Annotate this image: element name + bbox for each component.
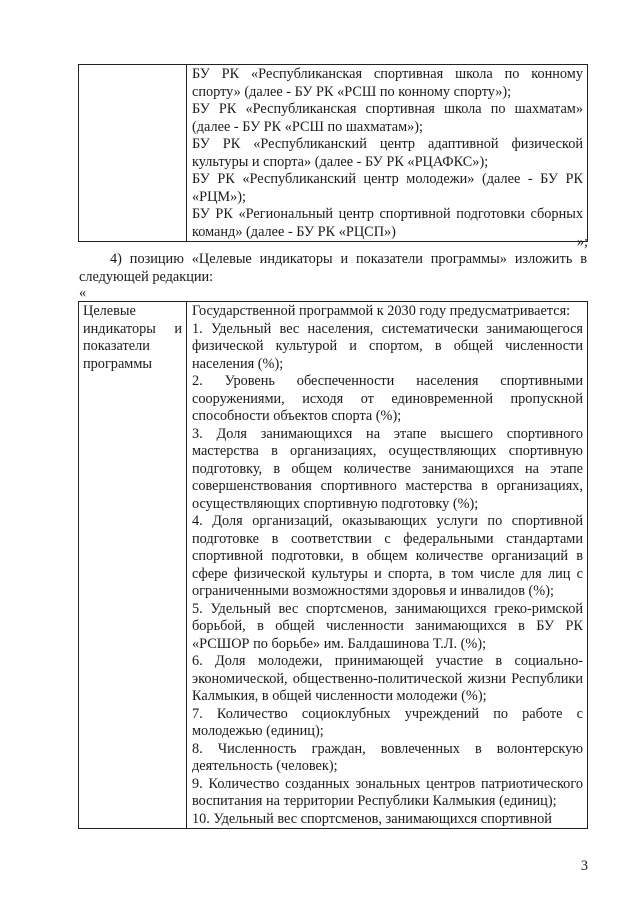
org-line: БУ РК «Республиканская спортивная школа по конному спорту» (далее - БУ РК «РСШ по конному спорту»); (192, 66, 583, 100)
indicator-item: 2. Уровень обеспеченности населения спортивными сооружениями, исходя от единовременной пропускной способности объектов спорта (%); (192, 373, 583, 424)
org-line: БУ РК «Региональный центр спортивной подготовки сборных команд» (далее - БУ РК «РЦСП») (192, 206, 583, 240)
indicator-item: 1. Удельный вес населения, систематически занимающегося физической культурой и спортом, в общей численности населения (%); (192, 320, 583, 372)
indicator-item: 4. Доля организаций, оказывающих услуги по спортивной подготовке в соответствии с федеральными стандартами спортивной подготовки, в общем количестве организаций в сфере физической культуры и спорта, в том числе для лиц с ограниченными возможностями здоровья и инвалидов (%); (192, 513, 583, 599)
indicator-item: 6. Доля молодежи, принимающей участие в социально-экономической, общественно-политической жизни Республики Калмыкия, в общей численности молодежи (%); (192, 653, 583, 704)
closing-quote: »; (576, 234, 588, 250)
indicators-label-cell (79, 302, 187, 829)
indicator-item: 9. Количество созданных зональных центров патриотического воспитания на территории Республики Калмыкия (единиц); (192, 775, 583, 809)
org-line: БУ РК «Республиканская спортивная школа по шахматам» (далее - БУ РК «РСШ по шахматам»); (192, 101, 583, 135)
indicator-item: 7. Количество социоклубных учреждений по работе с молодежью (единиц); (192, 705, 583, 739)
indicator-item: 5. Удельный вес спортсменов, занимающихся греко-римской борьбой, в общей численности занимающихся в БУ РК «РСШОР по борьбе» им. Балдашинова Т.Л. (%); (192, 600, 583, 652)
indicator-item: 3. Доля занимающихся на этапе высшего спортивного мастерства в организациях, осуществляющих спортивную подготовку, в общем количестве занимающихся на этапе совершенствования спортивного мастерства в организациях, осуществляющих спортивную подготовку (%); (192, 425, 583, 512)
indicators-content-cell (187, 302, 588, 829)
opening-quote: « (79, 285, 87, 301)
org-line: БУ РК «Республиканский центр молодежи» (далее - БУ РК «РЦМ»); (192, 171, 583, 205)
top-table (78, 64, 588, 242)
top-table-right-cell (187, 65, 588, 242)
org-line: БУ РК «Республиканский центр адаптивной физической культуры и спорта» (далее - БУ РК «РЦАФКС»); (192, 136, 583, 170)
indicators-table (78, 301, 588, 829)
indicators-label: Целевые индикаторы и показатели программы (83, 303, 182, 372)
page-number: 3 (580, 858, 588, 874)
amendment-paragraph: 4) позицию «Целевые индикаторы и показатели программы» изложить в следующей редакции: (79, 251, 587, 285)
top-table-left-cell (79, 65, 187, 242)
indicator-item: 10. Удельный вес спортсменов, занимающихся спортивной (192, 810, 552, 827)
indicators-intro: Государственной программой к 2030 году предусматривается: (192, 303, 571, 319)
indicator-item: 8. Численность граждан, вовлеченных в волонтерскую деятельность (человек); (192, 740, 583, 774)
